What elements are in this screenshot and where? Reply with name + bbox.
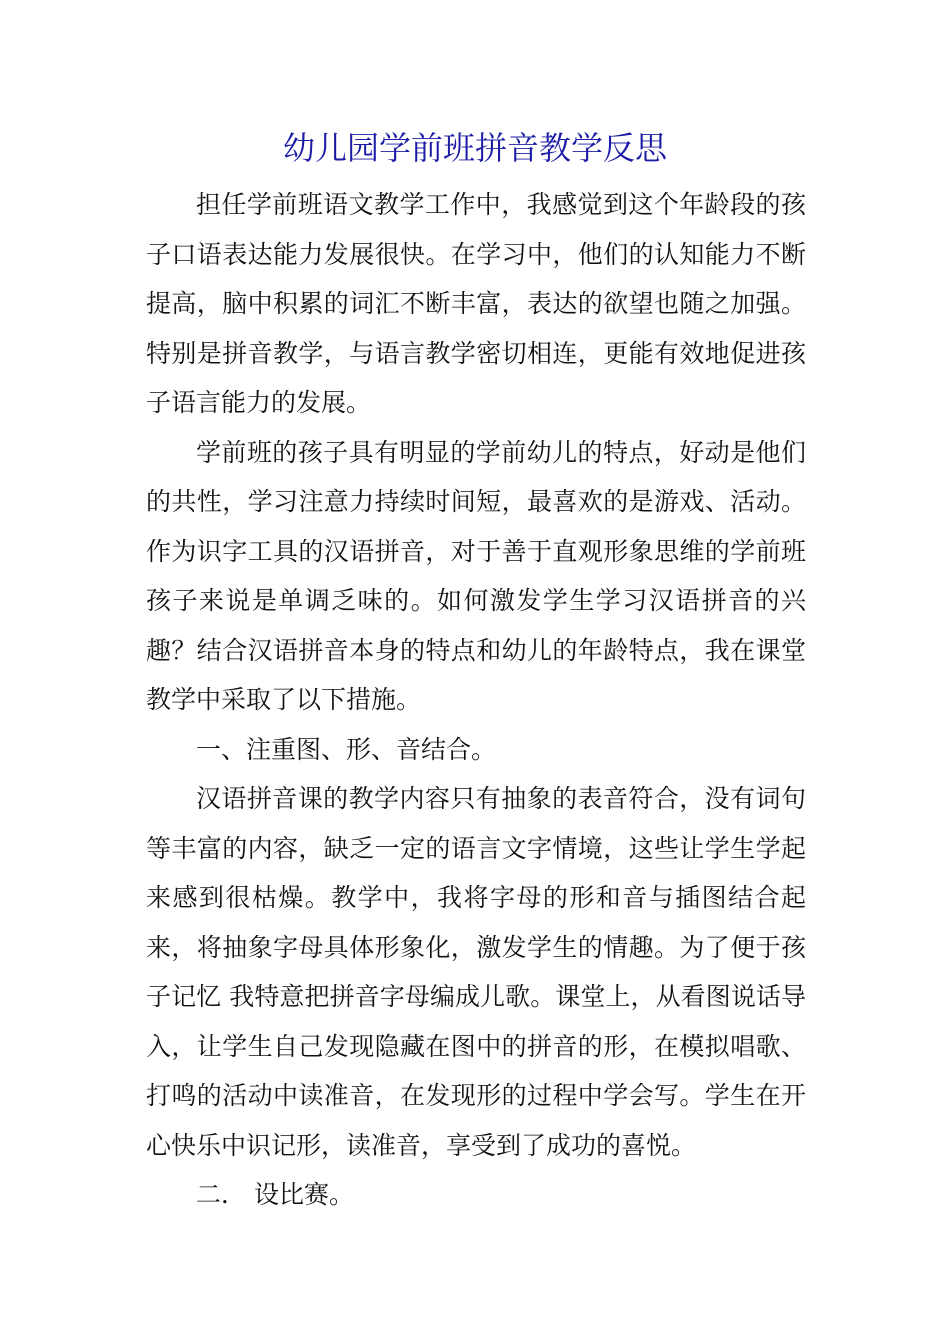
section-heading-1: 一、注重图、形、音结合。 [196,734,497,764]
document-title: 幼儿园学前班拼音教学反思 [282,129,667,167]
paragraph-3: 汉语拼音课的教学内容只有抽象的表音符合，没有词句等丰富的内容，缺乏一定的语言文字情境，这些让学生学起来感到很枯燥。教学中，我将字母的形和音与插图结合起来，将抽象字母具体形象化，激发学生的情趣。为了便于孩子记忆 我特意把拼音字母编成儿歌。课堂上，从看图说话导入，让学生自己发现隐藏在图中的拼音的形，在模拟唱歌、打鸣的活动中读准音，在发现形的过程中学会写。学生在开心快乐中识记形，读准音，享受到了成功的喜悦。 [146,784,806,1160]
section-heading-2: 二． 设比赛。 [196,1180,354,1209]
paragraph-2: 学前班的孩子具有明显的学前幼儿的特点，好动是他们的共性，学习注意力持续时间短，最喜欢的是游戏、活动。作为识字工具的汉语拼音，对于善于直观形象思维的学前班孩子来说是单调乏味的。如何激发学生学习汉语拼音的兴趣？结合汉语拼音本身的特点和幼儿的年龄特点，我在课堂教学中采取了以下措施。 [146,437,806,714]
document-body [146,180,806,1220]
paragraph-1: 担任学前班语文教学工作中，我感觉到这个年龄段的孩子口语表达能力发展很快。在学习中，他们的认知能力不断提高，脑中积累的词汇不断丰富，表达的欲望也随之加强。特别是拼音教学，与语言教学密切相连，更能有效地促进孩子语言能力的发展。 [146,190,806,417]
